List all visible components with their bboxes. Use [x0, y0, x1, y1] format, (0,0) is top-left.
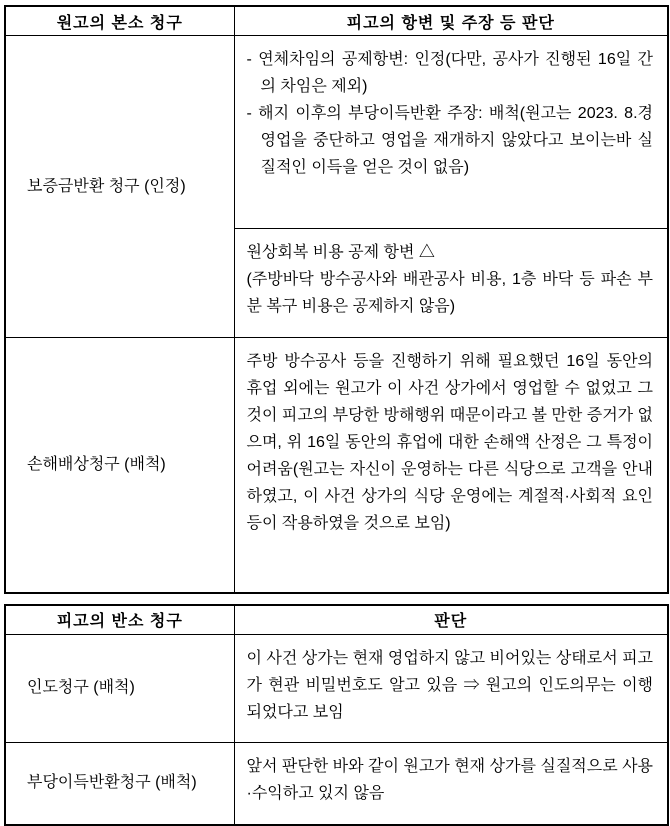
- main-claim-header-row: [5, 6, 668, 36]
- damages-judgment-cell: 주방 방수공사 등을 진행하기 위해 필요했던 16일 동안의 휴업 외에는 원고가 이 사건 상가에서 영업할 수 없었고 그것이 피고의 부당한 방해행위 때문이라고 볼 만한 증거가 없으며, 위 16일 동안의 휴업에 대한 손해액 산정은 그 특정이 어려움(원고는 자신이 운영하는 다른 식당으로 고객을 안내하였고, 이 사건 상가의 식당 운영에는 계절적·사회적 요인 등이 작용하였을 것으로 보임): [234, 338, 668, 593]
- unjust-enrichment-claim-cell: 부당이득반환청구 (배척): [5, 742, 234, 825]
- restoration-cost-line1: 원상회복 비용 공제 항변 △: [247, 239, 654, 266]
- damages-claim-cell: 손해배상청구 (배척): [5, 338, 234, 593]
- defense-bullet-overdue-rent: - 연체차임의 공제항변: 인정(다만, 공사가 진행된 16일 간의 차임은 제외): [247, 46, 654, 100]
- delivery-claim-cell: 인도청구 (배척): [5, 634, 234, 742]
- delivery-judgment-cell: 이 사건 상가는 현재 영업하지 않고 비어있는 상태로서 피고가 현관 비밀번호도 알고 있음 ⇒ 원고의 인도의무는 이행되었다고 보임: [234, 634, 668, 742]
- defense-bullet-unjust-enrichment: - 해지 이후의 부당이득반환 주장: 배척(원고는 2023. 8.경 영업을 중단하고 영업을 재개하지 않았다고 보이는바 실질적인 이득을 얻은 것이 없음): [247, 100, 654, 181]
- deposit-return-claim-cell: 보증금반환 청구 (인정): [5, 36, 234, 338]
- counter-claim-table: [4, 604, 669, 826]
- table-row: [5, 742, 668, 825]
- table-row: [5, 338, 668, 593]
- main-claim-table: [4, 5, 669, 594]
- counter-claim-header-claim: 피고의 반소 청구: [5, 605, 234, 635]
- restoration-cost-cell: [234, 229, 668, 338]
- defense-judgment-cell: [234, 36, 668, 229]
- counter-claim-header-row: [5, 605, 668, 635]
- main-claim-header-claim: 원고의 본소 청구: [5, 6, 234, 36]
- table-row: [5, 634, 668, 742]
- unjust-enrichment-judgment-cell: 앞서 판단한 바와 같이 원고가 현재 상가를 실질적으로 사용·수익하고 있지 않음: [234, 742, 668, 825]
- table-row: [5, 36, 668, 229]
- restoration-cost-line2: (주방바닥 방수공사와 배관공사 비용, 1층 바닥 등 파손 부분 복구 비용은 공제하지 않음): [247, 266, 654, 320]
- main-claim-header-judgment: 피고의 항변 및 주장 등 판단: [234, 6, 668, 36]
- counter-claim-header-judgment: 판단: [234, 605, 668, 635]
